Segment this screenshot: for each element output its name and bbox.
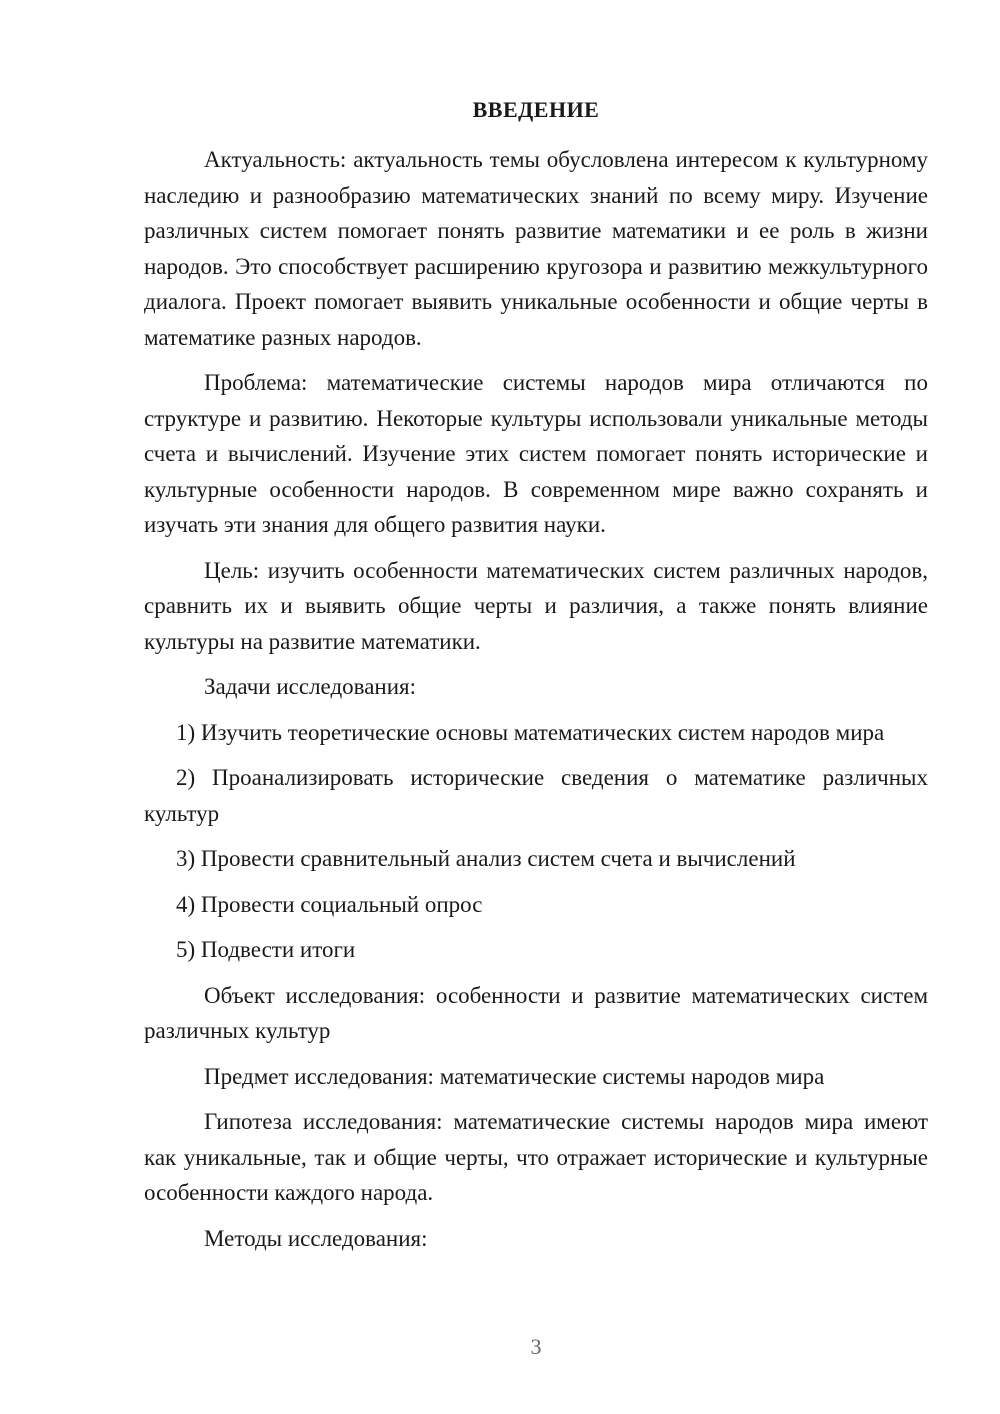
task-item: 3) Провести сравнительный анализ систем счета и вычислений	[176, 846, 796, 871]
tasks-heading: Задачи исследования:	[204, 674, 417, 699]
methods-heading: Методы исследования:	[204, 1225, 428, 1251]
task-item: 1) Изучить теоретические основы математических систем народов мира	[176, 719, 885, 745]
page-number: 3	[530, 1334, 542, 1359]
paragraph-problem: Проблема: математические системы народов мира отличаются по структуре и развитию. Некоторые культуры использовали уникальные методы счета и вычислений. Изучение этих систем помогает понять исторические и культурные особенности народов. В современном мире важно сохранять и изучать эти знания для общего развития науки.	[144, 370, 928, 537]
paragraph-relevance: Актуальность: актуальность темы обусловлена интересом к культурному наследию и разнообразию математических знаний по всему миру. Изучение различных систем помогает понять развитие математики и ее роль в жизни народов. Это способствует расширению кругозора и развитию межкультурного диалога. Проект помогает выявить уникальные особенности и общие черты в математике разных народов.	[144, 147, 928, 350]
paragraph-object: Объект исследования: особенности и развитие математических систем различных культур	[144, 982, 928, 1043]
paragraph-goal: Цель: изучить особенности математических систем различных народов, сравнить их и выявить общие черты и различия, а также понять влияние культуры на развитие математики.	[144, 557, 928, 654]
task-item: 4) Провести социальный опрос	[176, 891, 483, 917]
document-body	[144, 142, 928, 1266]
task-item: 5) Подвести итоги	[176, 937, 356, 962]
task-item: 2) Проанализировать исторические сведения о математике различных культур	[144, 765, 928, 826]
paragraph-subject: Предмет исследования: математические системы народов мира	[204, 1063, 825, 1089]
page-title: ВВЕДЕНИЕ	[472, 97, 600, 122]
paragraph-hypothesis: Гипотеза исследования: математические системы народов мира имеют как уникальные, так и общие черты, что отражает исторические и культурные особенности каждого народа.	[144, 1109, 928, 1205]
